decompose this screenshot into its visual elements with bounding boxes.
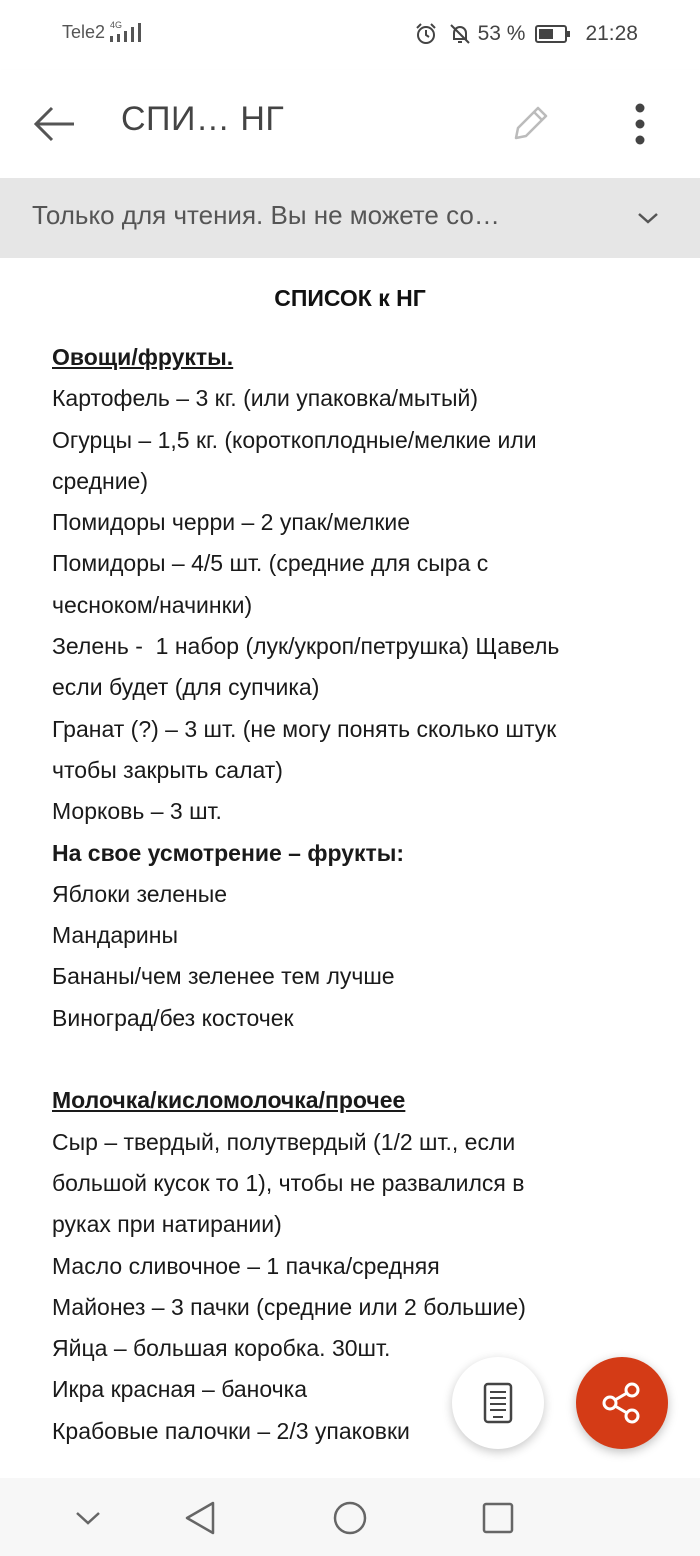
- list-line: Яблоки зеленые: [52, 880, 228, 907]
- banner-expand-button[interactable]: [628, 200, 668, 236]
- edit-button[interactable]: [502, 96, 558, 152]
- battery-icon: [535, 24, 571, 44]
- battery-percent: 53 %: [477, 22, 526, 45]
- document-lines: [52, 337, 652, 1452]
- list-line: чтобы закрыть салат): [52, 756, 283, 783]
- carrier-name: Tele2: [62, 22, 106, 42]
- read-only-banner[interactable]: [0, 178, 700, 258]
- list-line: средние): [52, 467, 148, 494]
- nav-hide-button[interactable]: [62, 1492, 114, 1544]
- more-options-button[interactable]: [612, 96, 668, 152]
- list-line: Майонез – 3 пачки (средние или 2 большие): [52, 1293, 526, 1320]
- clock: 21:28: [585, 22, 638, 45]
- section-heading: [52, 1080, 652, 1121]
- section-heading-text: Овощи/фрукты.: [52, 344, 234, 370]
- network-type: 4G: [110, 20, 123, 30]
- list-line: Помидоры – 4/5 шт. (средние для сыра с: [52, 550, 489, 577]
- list-line: Сыр – твердый, полутвердый (1/2 шт., если: [52, 1128, 516, 1155]
- list-line: Икра красная – баночка: [52, 1376, 307, 1403]
- list-line: Крабовые палочки – 2/3 упаковки: [52, 1417, 410, 1444]
- list-line: чесноком/начинки): [52, 591, 253, 618]
- list-line: Мандарины: [52, 922, 178, 949]
- read-only-message: Только для чтения. Вы не можете со…: [32, 200, 500, 230]
- chevron-down-icon: [636, 210, 660, 226]
- share-icon: [600, 1381, 644, 1425]
- blank-line: [52, 1039, 652, 1080]
- list-line: руках при натирании): [52, 1211, 282, 1238]
- app-bar: [0, 70, 700, 178]
- list-line: Яйца – большая коробка. 30шт.: [52, 1335, 391, 1362]
- list-line: Огурцы – 1,5 кг. (короткоплодные/мелкие или: [52, 426, 537, 453]
- nav-home-button[interactable]: [324, 1492, 376, 1544]
- nav-home-icon: [332, 1500, 368, 1536]
- document-heading: СПИСОК к НГ: [274, 285, 426, 311]
- notifications-off-icon: [448, 22, 472, 46]
- document-body[interactable]: [52, 262, 652, 1452]
- status-bar: [0, 0, 700, 70]
- status-right: [414, 18, 638, 50]
- section-heading-text: Молочка/кисломолочка/прочее: [52, 1087, 406, 1114]
- nav-recents-icon: [482, 1502, 514, 1534]
- nav-hide-icon: [74, 1509, 102, 1527]
- list-line: Морковь – 3 шт.: [52, 798, 222, 825]
- nav-back-button[interactable]: [174, 1492, 226, 1544]
- list-line: если будет (для супчика): [52, 674, 320, 701]
- list-line: Масло сливочное – 1 пачка/средняя: [52, 1252, 440, 1279]
- list-line: Зелень - 1 набор (лук/укроп/петрушка) Щавель: [52, 633, 560, 660]
- pencil-icon: [506, 100, 554, 148]
- signal-icon: [108, 18, 144, 48]
- subheading-line: На свое усмотрение – фрукты:: [52, 839, 405, 866]
- alarm-icon: [414, 22, 438, 46]
- section-heading: [52, 337, 652, 378]
- list-line: Виноград/без косточек: [52, 1004, 294, 1031]
- list-line: большой кусок то 1), чтобы не развалился в: [52, 1169, 525, 1196]
- share-button[interactable]: [576, 1357, 668, 1449]
- document-title: СПИ… НГ: [121, 100, 285, 138]
- list-line: Бананы/чем зеленее тем лучше: [52, 963, 395, 990]
- nav-recents-button[interactable]: [472, 1492, 524, 1544]
- list-line: Гранат (?) – 3 шт. (не могу понять сколько штук: [52, 715, 557, 742]
- reading-mode-button[interactable]: [452, 1357, 544, 1449]
- back-button[interactable]: [26, 96, 82, 152]
- nav-back-icon: [183, 1500, 217, 1536]
- navigation-bar: [0, 1478, 700, 1556]
- reading-mode-icon: [482, 1382, 514, 1424]
- list-line: Помидоры черри – 2 упак/мелкие: [52, 509, 411, 536]
- back-arrow-icon: [30, 104, 78, 144]
- more-vertical-icon: [632, 102, 648, 146]
- list-line: Картофель – 3 кг. (или упаковка/мытый): [52, 385, 478, 412]
